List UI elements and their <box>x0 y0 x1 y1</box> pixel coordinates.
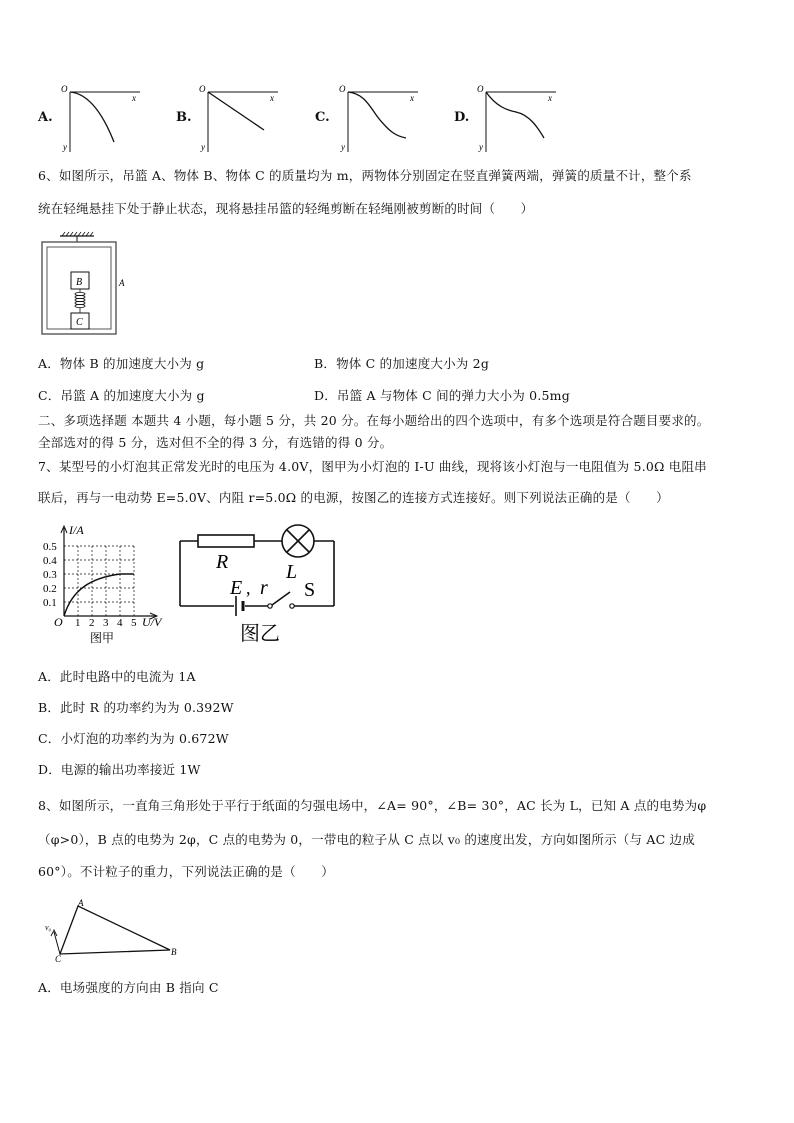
q6-stem-line1: 6、如图所示，吊篮 A、物体 B、物体 C 的质量均为 m，两物体分别固定在竖直弹簧两端，弹簧的质量不计，整个系 <box>38 168 692 183</box>
q6-label-b: B <box>76 277 83 288</box>
q7-graph-xtick-1: 1 <box>75 617 81 629</box>
graph-a-x: x <box>132 93 136 103</box>
q7-stem-line2: 联后，再与一电动势 E=5.0V、内阻 r=5.0Ω 的电源，按图乙的连接方式连接好。则下列说法正确的是（ ） <box>38 490 669 505</box>
q5-graph-d <box>476 80 558 152</box>
circuit-caption: 图乙 <box>240 623 280 645</box>
q6-basket-figure <box>36 228 132 340</box>
q6-option-a: A．物体 B 的加速度大小为 g <box>38 356 205 371</box>
graph-b-y: y <box>201 142 205 152</box>
q7-option-a: A．此时电路中的电流为 1A <box>38 669 196 684</box>
q7-stem-line1: 7、某型号的小灯泡其正常发光时的电压为 4.0V，图甲为小灯泡的 I-U 曲线，现将该小灯泡与一电阻值为 5.0Ω 电阻串 <box>38 459 707 474</box>
q5-options-row <box>0 80 794 160</box>
graph-d-y: y <box>479 142 483 152</box>
q5-option-c-label: C. <box>315 110 330 125</box>
q8-label-c: C <box>55 954 62 964</box>
q6-label-c: C <box>76 317 83 328</box>
q7-option-b: B．此时 R 的功率约为为 0.392W <box>38 700 234 715</box>
graph-b-x: x <box>270 93 274 103</box>
q7-graph-xtick-4: 4 <box>117 617 123 629</box>
q6-option-b: B．物体 C 的加速度大小为 2g <box>314 356 490 371</box>
q7-option-d: D．电源的输出功率接近 1W <box>38 762 201 777</box>
q7-graph-ylabel: I/A <box>69 523 84 537</box>
q6-option-d: D．吊篮 A 与物体 C 间的弹力大小为 0.5mg <box>314 388 570 403</box>
q5-option-b-label: B. <box>176 110 192 125</box>
resistor-r <box>198 535 254 547</box>
graph-b-origin: O <box>199 84 206 94</box>
q7-graph-xlabel: U/V <box>142 615 162 629</box>
q7-graph-ytick-01: 0.1 <box>43 597 57 609</box>
q7-graph-ytick-05: 0.5 <box>43 541 57 553</box>
q7-graph-xtick-2: 2 <box>89 617 95 629</box>
q8-stem-line1: 8、如图所示，一直角三角形处于平行于纸面的匀强电场中，∠A= 90°，∠B= 30°，AC 长为 L，已知 A 点的电势为φ <box>38 798 707 813</box>
q8-triangle-figure <box>40 894 190 964</box>
graph-c-origin: O <box>339 84 346 94</box>
q7-graph-caption: 图甲 <box>90 631 115 645</box>
graph-d-origin: O <box>477 84 484 94</box>
q5-option-d-label: D. <box>454 110 470 125</box>
q8-stem-line2: （φ>0），B 点的电势为 2φ，C 点的电势为 0，一带电的粒子从 C 点以 v₀ 的速度出发，方向如图所示（与 AC 边成 <box>38 832 695 847</box>
q5-option-a-label: A. <box>38 110 53 125</box>
q7-graph-origin: O <box>54 615 63 629</box>
q5-graph-c <box>338 80 420 152</box>
q6-label-a: A <box>119 278 125 288</box>
q7-graph-ytick-04: 0.4 <box>43 555 57 567</box>
q7-graph-xtick-5: 5 <box>131 617 137 629</box>
q8-label-a: A <box>78 898 84 908</box>
q7-graph-xtick-3: 3 <box>103 617 109 629</box>
circuit-label-r: R <box>216 551 229 573</box>
graph-c-x: x <box>410 93 414 103</box>
circuit-label-r-internal: r <box>260 577 268 599</box>
section2-line2: 全部选对的得 5 分，选对但不全的得 3 分，有选错的得 0 分。 <box>38 435 393 450</box>
q7-circuit <box>176 524 346 650</box>
graph-a-y: y <box>63 142 67 152</box>
q7-graph-ytick-02: 0.2 <box>43 583 57 595</box>
q8-option-a: A．电场强度的方向由 B 指向 C <box>38 980 219 995</box>
q8-label-b: B <box>171 947 177 957</box>
q6-option-c: C．吊篮 A 的加速度大小为 g <box>38 388 205 403</box>
graph-a-origin: O <box>61 84 68 94</box>
q6-stem-line2: 统在轻绳悬挂下处于静止状态，现将悬挂吊篮的轻绳剪断在轻绳刚被剪断的时间（ ） <box>38 201 534 216</box>
q7-iu-graph <box>40 520 180 650</box>
q5-graph-a <box>60 80 142 152</box>
circuit-label-l: L <box>286 561 298 583</box>
graph-d-x: x <box>548 93 552 103</box>
q7-graph-ytick-03: 0.3 <box>43 569 57 581</box>
circuit-label-e: E <box>230 577 243 599</box>
graph-c-y: y <box>341 142 345 152</box>
q8-label-v0: v₀ <box>45 923 52 932</box>
q8-stem-line3: 60°）。不计粒子的重力，下列说法正确的是（ ） <box>38 864 334 879</box>
section2-line1: 二、多项选择题 本题共 4 小题，每小题 5 分，共 20 分。在每小题给出的四个选项中，有多个选项是符合题目要求的。 <box>38 413 710 428</box>
q5-graph-b <box>198 80 280 152</box>
q7-option-c: C．小灯泡的功率约为为 0.672W <box>38 731 229 746</box>
circuit-label-comma: , <box>246 578 251 598</box>
circuit-label-s: S <box>304 579 316 601</box>
